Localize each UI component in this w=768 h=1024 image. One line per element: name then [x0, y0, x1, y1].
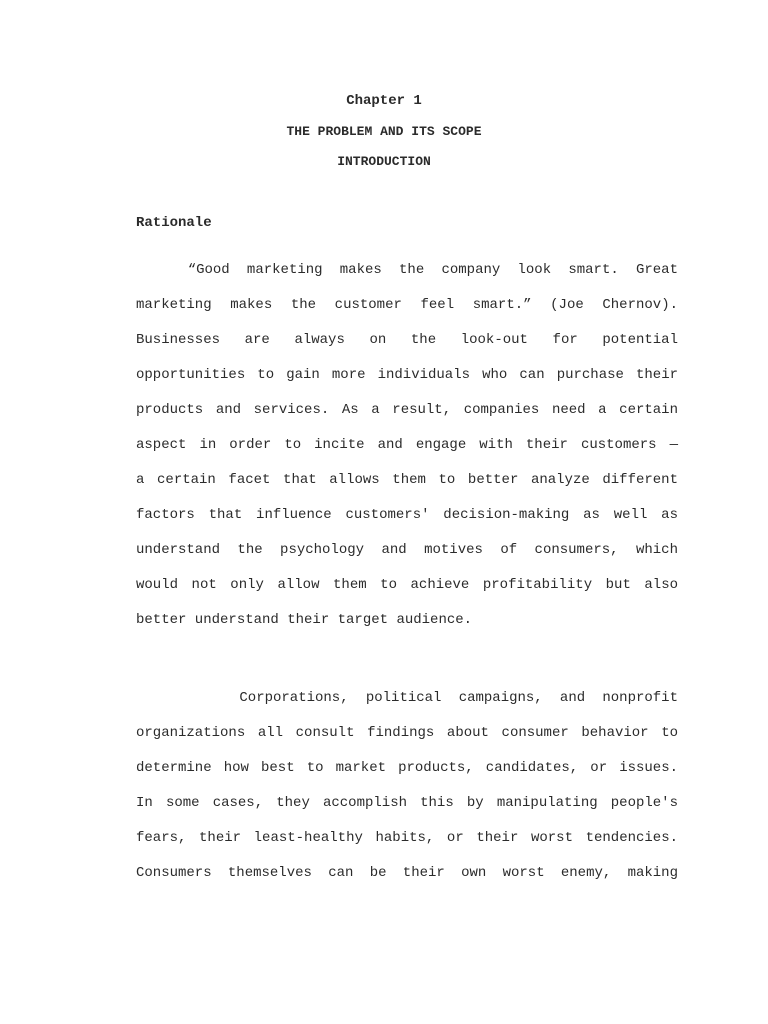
- subheading-rationale: Rationale: [136, 215, 212, 231]
- paragraph-line: better understand their target audience.: [136, 612, 473, 628]
- paragraph-line: factors that influence customers' decision-making as well as: [136, 507, 678, 523]
- paragraph-line: organizations all consult findings about consumer behavior to: [136, 725, 678, 741]
- paragraph-line: a certain facet that allows them to better analyze different: [136, 472, 678, 488]
- paragraph-line: Corporations, political campaigns, and nonprofit: [136, 690, 678, 706]
- paragraph-line: determine how best to market products, candidates, or issues.: [136, 760, 678, 776]
- paragraph-line: would not only allow them to achieve profitability but also: [136, 577, 678, 593]
- chapter-title: THE PROBLEM AND ITS SCOPE: [286, 124, 482, 139]
- paragraph-2: [136, 689, 678, 899]
- section-heading: INTRODUCTION: [337, 154, 431, 169]
- paragraph-line: aspect in order to incite and engage with their customers —: [136, 437, 678, 453]
- paragraph-1: [136, 261, 678, 646]
- paragraph-line: marketing makes the customer feel smart.” (Joe Chernov).: [136, 297, 678, 313]
- paragraph-line: Consumers themselves can be their own worst enemy, making: [136, 865, 678, 881]
- paragraph-line: understand the psychology and motives of consumers, which: [136, 542, 678, 558]
- paragraph-line: In some cases, they accomplish this by manipulating people's: [136, 795, 678, 811]
- paragraph-line: fears, their least-healthy habits, or their worst tendencies.: [136, 830, 678, 846]
- paragraph-line: Businesses are always on the look-out for potential: [136, 332, 678, 348]
- paragraph-line: products and services. As a result, companies need a certain: [136, 402, 678, 418]
- paragraph-line: opportunities to gain more individuals who can purchase their: [136, 367, 678, 383]
- paragraph-line: “Good marketing makes the company look smart. Great: [136, 262, 678, 278]
- chapter-heading: Chapter 1: [346, 93, 422, 109]
